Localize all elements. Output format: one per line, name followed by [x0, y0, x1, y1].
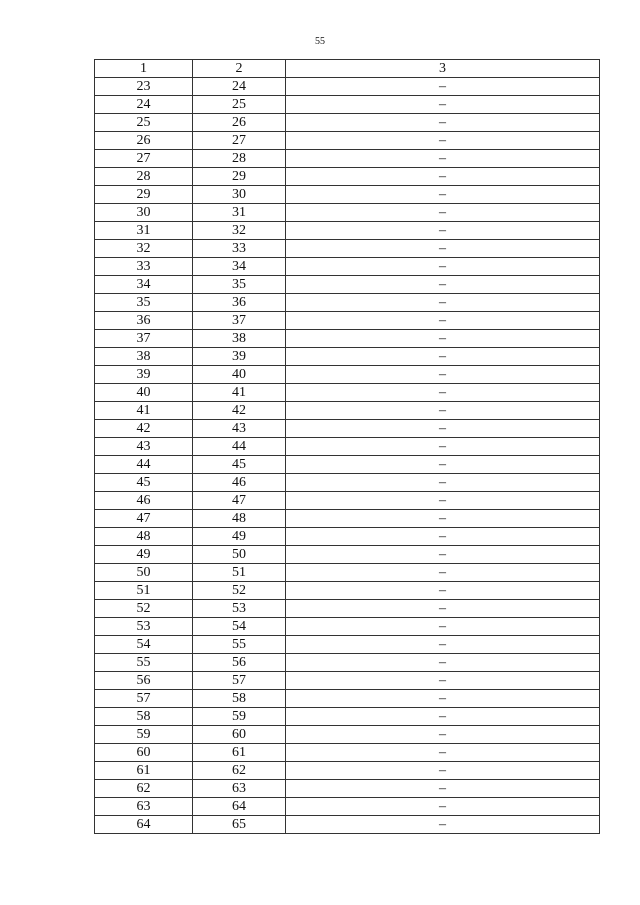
table-cell-col-2: 59 [193, 708, 286, 726]
table-cell-col-2: 30 [193, 186, 286, 204]
table-row [95, 168, 600, 186]
table-cell-col-1: 54 [95, 636, 193, 654]
table-row [95, 744, 600, 762]
table-cell-col-1: 42 [95, 420, 193, 438]
table-cell-col-3: – [286, 348, 600, 366]
table-cell-col-1: 60 [95, 744, 193, 762]
table-cell-col-2: 37 [193, 312, 286, 330]
table-cell-col-1: 64 [95, 816, 193, 834]
table-cell-col-1: 51 [95, 582, 193, 600]
table-row [95, 330, 600, 348]
table-cell-col-3: – [286, 132, 600, 150]
table-row [95, 546, 600, 564]
table-cell-col-3: – [286, 150, 600, 168]
table-cell-col-1: 25 [95, 114, 193, 132]
table-row [95, 312, 600, 330]
table-cell-col-2: 64 [193, 798, 286, 816]
table-cell-col-2: 27 [193, 132, 286, 150]
table-row [95, 492, 600, 510]
table-row [95, 456, 600, 474]
table-body [95, 78, 600, 834]
table-cell-col-2: 65 [193, 816, 286, 834]
table-row [95, 654, 600, 672]
table-row [95, 402, 600, 420]
table-cell-col-3: – [286, 780, 600, 798]
table-row [95, 816, 600, 834]
table-cell-col-3: – [286, 240, 600, 258]
table-cell-col-1: 53 [95, 618, 193, 636]
table-row [95, 258, 600, 276]
table-cell-col-2: 34 [193, 258, 286, 276]
table-cell-col-1: 61 [95, 762, 193, 780]
table-cell-col-1: 24 [95, 96, 193, 114]
table-cell-col-1: 36 [95, 312, 193, 330]
table-cell-col-2: 29 [193, 168, 286, 186]
table-cell-col-1: 47 [95, 510, 193, 528]
table-cell-col-2: 52 [193, 582, 286, 600]
table-row [95, 222, 600, 240]
table-row [95, 276, 600, 294]
table-row [95, 186, 600, 204]
table-cell-col-3: – [286, 600, 600, 618]
table-cell-col-3: – [286, 384, 600, 402]
table-cell-col-3: – [286, 762, 600, 780]
table-cell-col-1: 48 [95, 528, 193, 546]
table-cell-col-1: 43 [95, 438, 193, 456]
page-number: 55 [315, 36, 325, 47]
table-cell-col-2: 33 [193, 240, 286, 258]
table-row [95, 780, 600, 798]
table-cell-col-3: – [286, 654, 600, 672]
table-row [95, 564, 600, 582]
table-cell-col-1: 63 [95, 798, 193, 816]
table-cell-col-2: 42 [193, 402, 286, 420]
header-row [95, 60, 600, 78]
table-cell-col-3: – [286, 582, 600, 600]
table-row [95, 762, 600, 780]
table-cell-col-3: – [286, 726, 600, 744]
table-cell-col-1: 57 [95, 690, 193, 708]
table-cell-col-3: – [286, 510, 600, 528]
table-cell-col-2: 26 [193, 114, 286, 132]
table-cell-col-3: – [286, 618, 600, 636]
table-cell-col-2: 28 [193, 150, 286, 168]
table-cell-col-1: 30 [95, 204, 193, 222]
table-row [95, 474, 600, 492]
table-cell-col-2: 53 [193, 600, 286, 618]
table-cell-col-1: 34 [95, 276, 193, 294]
table-cell-col-3: – [286, 708, 600, 726]
table-cell-col-1: 23 [95, 78, 193, 96]
table-cell-col-3: – [286, 312, 600, 330]
table-cell-col-3: – [286, 438, 600, 456]
table-cell-col-3: – [286, 114, 600, 132]
table-row [95, 798, 600, 816]
table-cell-col-3: – [286, 672, 600, 690]
table-cell-col-3: – [286, 492, 600, 510]
table-row [95, 528, 600, 546]
column-header-3: 3 [286, 60, 600, 78]
table-row [95, 78, 600, 96]
table-cell-col-1: 32 [95, 240, 193, 258]
table-row [95, 582, 600, 600]
table-cell-col-3: – [286, 276, 600, 294]
table-cell-col-2: 48 [193, 510, 286, 528]
table-cell-col-2: 51 [193, 564, 286, 582]
table-cell-col-1: 59 [95, 726, 193, 744]
table-cell-col-1: 49 [95, 546, 193, 564]
table-cell-col-2: 31 [193, 204, 286, 222]
table-cell-col-1: 55 [95, 654, 193, 672]
table-cell-col-1: 41 [95, 402, 193, 420]
table-cell-col-3: – [286, 96, 600, 114]
table-row [95, 510, 600, 528]
table-cell-col-2: 46 [193, 474, 286, 492]
data-table [94, 59, 600, 834]
table-cell-col-1: 56 [95, 672, 193, 690]
table-cell-col-1: 39 [95, 366, 193, 384]
table-cell-col-3: – [286, 690, 600, 708]
table-cell-col-2: 60 [193, 726, 286, 744]
table-cell-col-2: 47 [193, 492, 286, 510]
table-cell-col-1: 46 [95, 492, 193, 510]
table-cell-col-1: 40 [95, 384, 193, 402]
table-cell-col-1: 31 [95, 222, 193, 240]
table-cell-col-3: – [286, 204, 600, 222]
table-header [95, 60, 600, 78]
table-cell-col-3: – [286, 366, 600, 384]
table-cell-col-2: 36 [193, 294, 286, 312]
table-row [95, 420, 600, 438]
table-cell-col-1: 52 [95, 600, 193, 618]
table-cell-col-2: 43 [193, 420, 286, 438]
table-cell-col-1: 26 [95, 132, 193, 150]
table-cell-col-2: 50 [193, 546, 286, 564]
table-cell-col-2: 49 [193, 528, 286, 546]
table-cell-col-1: 38 [95, 348, 193, 366]
table-cell-col-2: 32 [193, 222, 286, 240]
table-cell-col-1: 50 [95, 564, 193, 582]
table-cell-col-3: – [286, 546, 600, 564]
table-cell-col-3: – [286, 564, 600, 582]
table-cell-col-2: 25 [193, 96, 286, 114]
table-row [95, 384, 600, 402]
table-cell-col-2: 45 [193, 456, 286, 474]
table-row [95, 690, 600, 708]
table-cell-col-2: 39 [193, 348, 286, 366]
table-row [95, 240, 600, 258]
table-cell-col-3: – [286, 798, 600, 816]
table-cell-col-3: – [286, 294, 600, 312]
table-cell-col-1: 58 [95, 708, 193, 726]
table-cell-col-2: 24 [193, 78, 286, 96]
table-cell-col-3: – [286, 744, 600, 762]
table-cell-col-1: 33 [95, 258, 193, 276]
table-cell-col-1: 28 [95, 168, 193, 186]
table-cell-col-3: – [286, 78, 600, 96]
table-cell-col-1: 27 [95, 150, 193, 168]
table-row [95, 438, 600, 456]
table-cell-col-3: – [286, 168, 600, 186]
table-cell-col-3: – [286, 330, 600, 348]
table-cell-col-2: 57 [193, 672, 286, 690]
table-cell-col-1: 45 [95, 474, 193, 492]
table-cell-col-3: – [286, 528, 600, 546]
table-cell-col-1: 37 [95, 330, 193, 348]
table-cell-col-2: 63 [193, 780, 286, 798]
table-cell-col-2: 54 [193, 618, 286, 636]
column-header-2: 2 [193, 60, 286, 78]
table-cell-col-1: 35 [95, 294, 193, 312]
table-row [95, 132, 600, 150]
table-cell-col-3: – [286, 816, 600, 834]
table-cell-col-2: 61 [193, 744, 286, 762]
table-row [95, 150, 600, 168]
table-row [95, 600, 600, 618]
table-row [95, 294, 600, 312]
table-cell-col-3: – [286, 474, 600, 492]
table-row [95, 726, 600, 744]
table-cell-col-3: – [286, 222, 600, 240]
table-row [95, 204, 600, 222]
table-cell-col-2: 35 [193, 276, 286, 294]
table-cell-col-2: 44 [193, 438, 286, 456]
table-cell-col-2: 62 [193, 762, 286, 780]
table-row [95, 114, 600, 132]
table-cell-col-2: 56 [193, 654, 286, 672]
table-row [95, 672, 600, 690]
table-cell-col-3: – [286, 186, 600, 204]
table-row [95, 366, 600, 384]
table-cell-col-3: – [286, 402, 600, 420]
table-cell-col-1: 44 [95, 456, 193, 474]
table-row [95, 708, 600, 726]
column-header-1: 1 [95, 60, 193, 78]
table-cell-col-1: 62 [95, 780, 193, 798]
table-row [95, 618, 600, 636]
table-row [95, 96, 600, 114]
table-cell-col-3: – [286, 420, 600, 438]
table-cell-col-2: 55 [193, 636, 286, 654]
table-cell-col-3: – [286, 636, 600, 654]
table-row [95, 348, 600, 366]
table-cell-col-2: 38 [193, 330, 286, 348]
table-cell-col-3: – [286, 456, 600, 474]
table-row [95, 636, 600, 654]
table-cell-col-2: 40 [193, 366, 286, 384]
table-cell-col-1: 29 [95, 186, 193, 204]
table-cell-col-2: 41 [193, 384, 286, 402]
table-cell-col-3: – [286, 258, 600, 276]
table-cell-col-2: 58 [193, 690, 286, 708]
